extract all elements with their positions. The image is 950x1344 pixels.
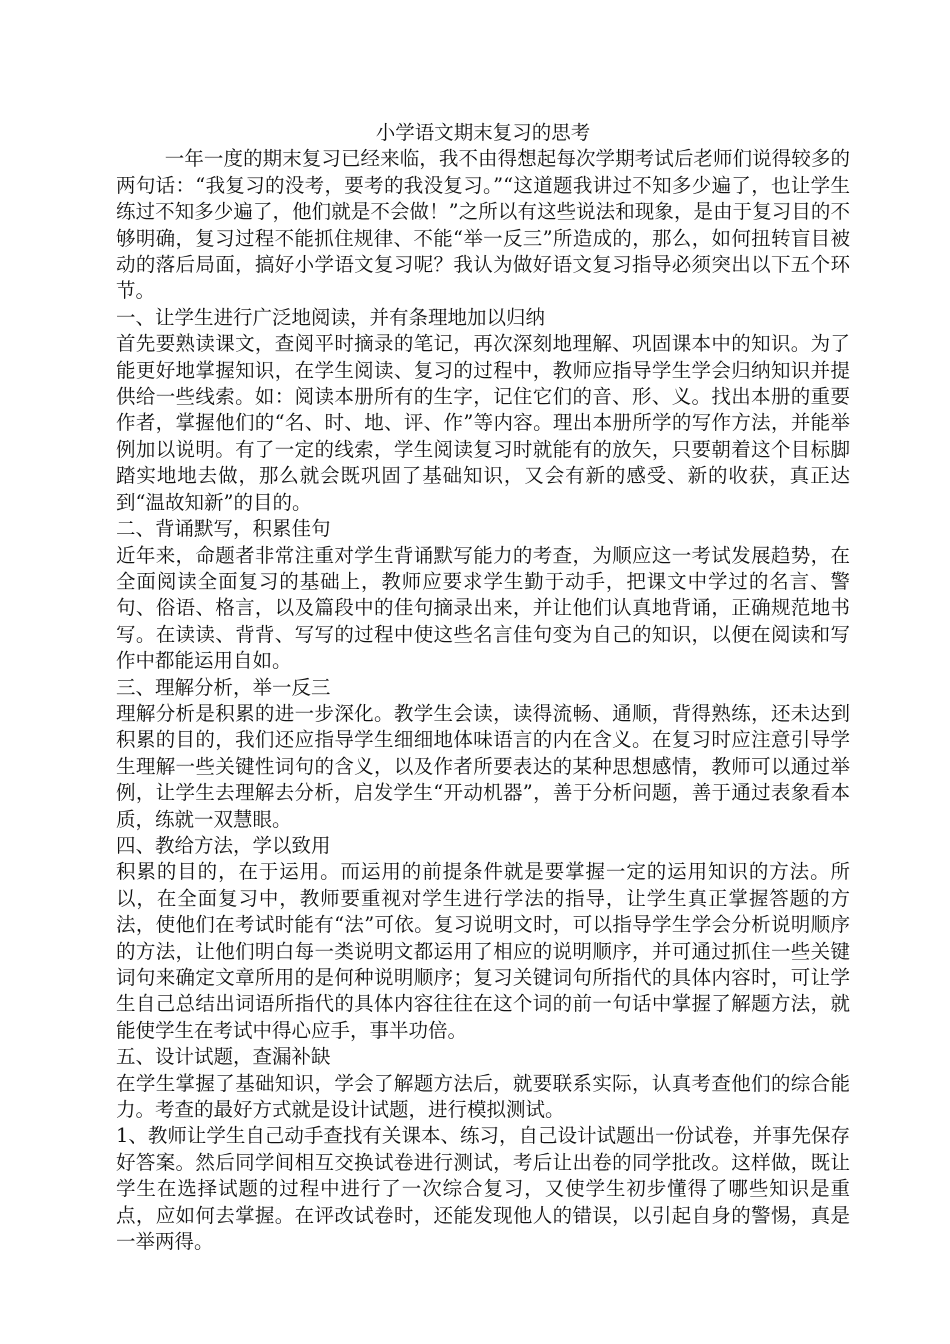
document-title: 小学语文期末复习的思考 — [375, 121, 591, 144]
intro-paragraph: 一年一度的期末复习已经来临，我不由得想起每次学期考试后老师们说得较多的两句话：“我复习的没考，要考的我没复习。”“这道题我讲过不知多少遍了，也让学生练过不知多少遍了，他们就是不会做！”之所以有这些说法和现象，是由于复习目的不够明确，复习过程不能抓住规律、不能“举一反三”所造成的，那么，如何扭转盲目被动的落后局面，搞好小学语文复习呢？我认为做好语文复习指导必须突出以下五个环节。 — [116, 147, 850, 303]
section-body-5: 在学生掌握了基础知识，学会了解题方法后，就要联系实际，认真考查他们的综合能力。考查的最好方式就是设计试题，进行模拟测试。 — [116, 1071, 850, 1122]
section-body-2: 近年来，命题者非常注重对学生背诵默写能力的考查，为顺应这一考试发展趋势，在全面阅读全面复习的基础上，教师应要求学生勤于动手，把课文中学过的名言、警句、俗语、格言，以及篇段中的佳句摘录出来，并让他们认真地背诵，正确规范地书写。在读读、背背、写写的过程中使这些名言佳句变为自己的知识，以便在阅读和写作中都能运用自如。 — [116, 543, 850, 673]
point-1-paragraph: 1、教师让学生自己动手查找有关课本、练习，自己设计试题出一份试卷，并事先保存好答案。然后同学间相互交换试卷进行测试，考后让出卷的同学批改。这样做，既让学生在选择试题的过程中进行了一次综合复习，又使学生初步懂得了哪些知识是重点，应如何去掌握。在评改试卷时，还能发现他人的错误，以引起自身的警惕，真是一举两得。 — [116, 1124, 850, 1254]
section-body-4: 积累的目的，在于运用。而运用的前提条件就是要掌握一定的运用知识的方法。所以，在全面复习中，教师要重视对学生进行学法的指导，让学生真正掌握答题的方法，使他们在考试时能有“法”可依。复习说明文时，可以指导学生学会分析说明顺序的方法，让他们明白每一类说明文都运用了相应的说明顺序，并可通过抓住一些关键词句来确定文章所用的是何种说明顺序；复习关键词句所指代的具体内容时，可让学生自己总结出词语所指代的具体内容往往在这个词的前一句话中掌握了解题方法，就能使学生在考试中得心应手，事半功倍。 — [116, 860, 850, 1042]
document-page — [116, 120, 850, 1255]
section-heading-3: 三、理解分析，举一反三 — [116, 675, 331, 699]
section-body-3: 理解分析是积累的进一步深化。教学生会读，读得流畅、通顺，背得熟练，还未达到积累的目的，我们还应指导学生细细地体味语言的内在含义。在复习时应注意引导学生理解一些关键性词句的含义，以及作者所要表达的某种思想感情，教师可以通过举例，让学生去理解去分析，启发学生“开动机器”，善于分析问题，善于通过表象看本质，练就一双慧眼。 — [116, 701, 850, 831]
section-heading-1: 一、让学生进行广泛地阅读，并有条理地加以归纳 — [116, 305, 546, 329]
section-heading-5: 五、设计试题，查漏补缺 — [116, 1045, 331, 1069]
section-heading-4: 四、教给方法，学以致用 — [116, 833, 331, 857]
section-heading-2: 二、背诵默写，积累佳句 — [116, 517, 331, 541]
section-body-1: 首先要熟读课文，查阅平时摘录的笔记，再次深刻地理解、巩固课本中的知识。为了能更好地掌握知识，在学生阅读、复习的过程中，教师应指导学生学会归纳知识并提供给一些线索。如：阅读本册所有的生字，记住它们的音、形、义。找出本册的重要作者，掌握他们的“名、时、地、评、作”等内容。理出本册所学的写作方法，并能举例加以说明。有了一定的线索，学生阅读复习时就能有的放矢，只要朝着这个目标脚踏实地地去做，那么就会既巩固了基础知识，又会有新的感受、新的收获，真正达到“温故知新”的目的。 — [116, 332, 850, 514]
